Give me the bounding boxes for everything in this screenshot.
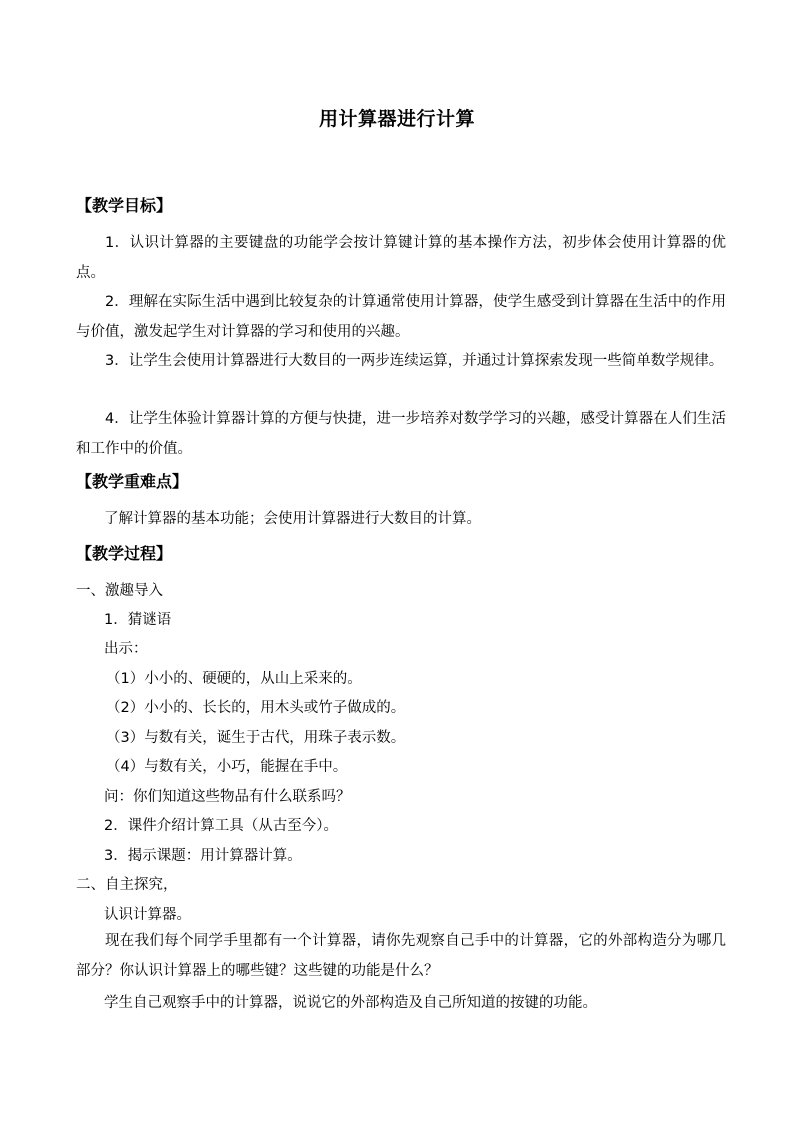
part2-intro: 认识计算器。 <box>104 907 191 923</box>
keypoints-text: 了解计算器的基本功能；会使用计算器进行大数目的计算。 <box>104 511 481 527</box>
process-heading: 【教学过程】 <box>76 544 173 563</box>
riddle-1: （1）小小的、硬硬的，从山上采来的。 <box>106 671 362 687</box>
goals-heading: 【教学目标】 <box>76 196 173 215</box>
part1-item-2: 2．课件介绍计算工具（从古至今）。 <box>104 818 338 834</box>
part1-show: 出示： <box>104 641 148 657</box>
keypoints-heading: 【教学重难点】 <box>76 472 189 491</box>
part2-paragraph-1: 现在我们每个同学手里都有一个计算器，请你先观察自己手中的计算器，它的外部构造分为哪几部分？你认识计算器上的哪些键？这些键的功能是什么？ <box>76 933 726 979</box>
riddle-4: （4）与数有关，小巧，能握在手中。 <box>106 759 348 775</box>
part2-title: 二、自主探究， <box>76 877 178 893</box>
riddle-2: （2）小小的、长长的，用木头或竹子做成的。 <box>106 700 406 716</box>
goal-item-4: 4．让学生体验计算器计算的方便与快捷，进一步培养对数学学习的兴趣，感受计算器在人们生活和工作中的价值。 <box>76 411 726 457</box>
goal-item-1: 1．认识计算器的主要键盘的功能学会按计算键计算的基本操作方法，初步体会使用计算器的优点。 <box>76 235 726 281</box>
document-title: 用计算器进行计算 <box>318 108 475 130</box>
goal-item-3: 3．让学生会使用计算器进行大数目的一两步连续运算，并通过计算探索发现一些简单数学规律。 <box>105 353 724 369</box>
riddle-3: （3）与数有关，诞生于古代，用珠子表示数。 <box>106 730 406 746</box>
part1-item-1: 1．猜谜语 <box>104 612 172 628</box>
part2-paragraph-2: 学生自己观察手中的计算器，说说它的外部构造及自己所知道的按键的功能。 <box>104 995 597 1011</box>
part1-question: 问：你们知道这些物品有什么联系吗？ <box>104 789 351 805</box>
goal-item-2: 2．理解在实际生活中遇到比较复杂的计算通常使用计算器，使学生感受到计算器在生活中的作用与价值，激发起学生对计算器的学习和使用的兴趣。 <box>76 294 726 340</box>
part1-title: 一、激趣导入 <box>76 583 163 599</box>
part1-item-3: 3．揭示课题：用计算器计算。 <box>104 848 302 864</box>
